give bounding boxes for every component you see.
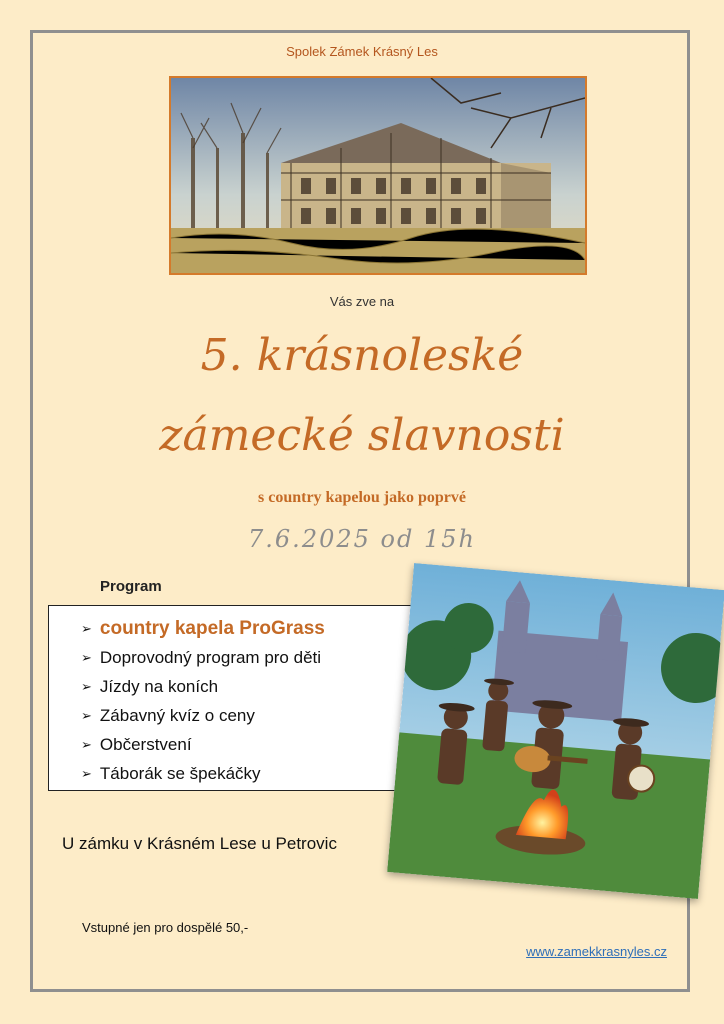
program-item-label: Doprovodný program pro děti	[99, 647, 322, 667]
event-subtitle: s country kapelou jako poprvé	[257, 489, 467, 506]
entry-fee: Vstupné jen pro dospělé 50,-	[82, 920, 249, 935]
arrowhead-bullet-icon: ➢	[81, 707, 92, 723]
arrowhead-bullet-icon: ➢	[81, 736, 92, 752]
arrowhead-bullet-icon: ➢	[81, 678, 92, 694]
arrowhead-bullet-icon: ➢	[81, 620, 92, 636]
arrowhead-bullet-icon: ➢	[81, 649, 92, 665]
program-item-label: Občerstvení	[99, 734, 192, 754]
website-link[interactable]: www.zamekkrasnyles.cz	[526, 944, 667, 959]
program-item-label: Jízdy na koních	[99, 676, 219, 696]
event-date: 7.6.2025 od 15h	[248, 525, 476, 553]
program-item-label: country kapela ProGrass	[99, 617, 325, 639]
event-title-line1: 5. krásnoleské	[200, 330, 524, 381]
invite-text: Vás zve na	[329, 294, 395, 309]
program-heading: Program	[100, 578, 162, 595]
program-item-label: Zábavný kvíz o ceny	[99, 705, 255, 725]
program-item-label: Táborák se špekáčky	[99, 763, 261, 783]
event-location: U zámku v Krásném Lese u Petrovic	[62, 834, 337, 853]
arrowhead-bullet-icon: ➢	[81, 765, 92, 781]
country-band-illustration	[387, 563, 724, 899]
event-title-line2: zámecké slavnosti	[159, 410, 565, 461]
chateau-photo	[169, 76, 587, 275]
organizer-name: Spolek Zámek Krásný Les	[286, 44, 438, 59]
